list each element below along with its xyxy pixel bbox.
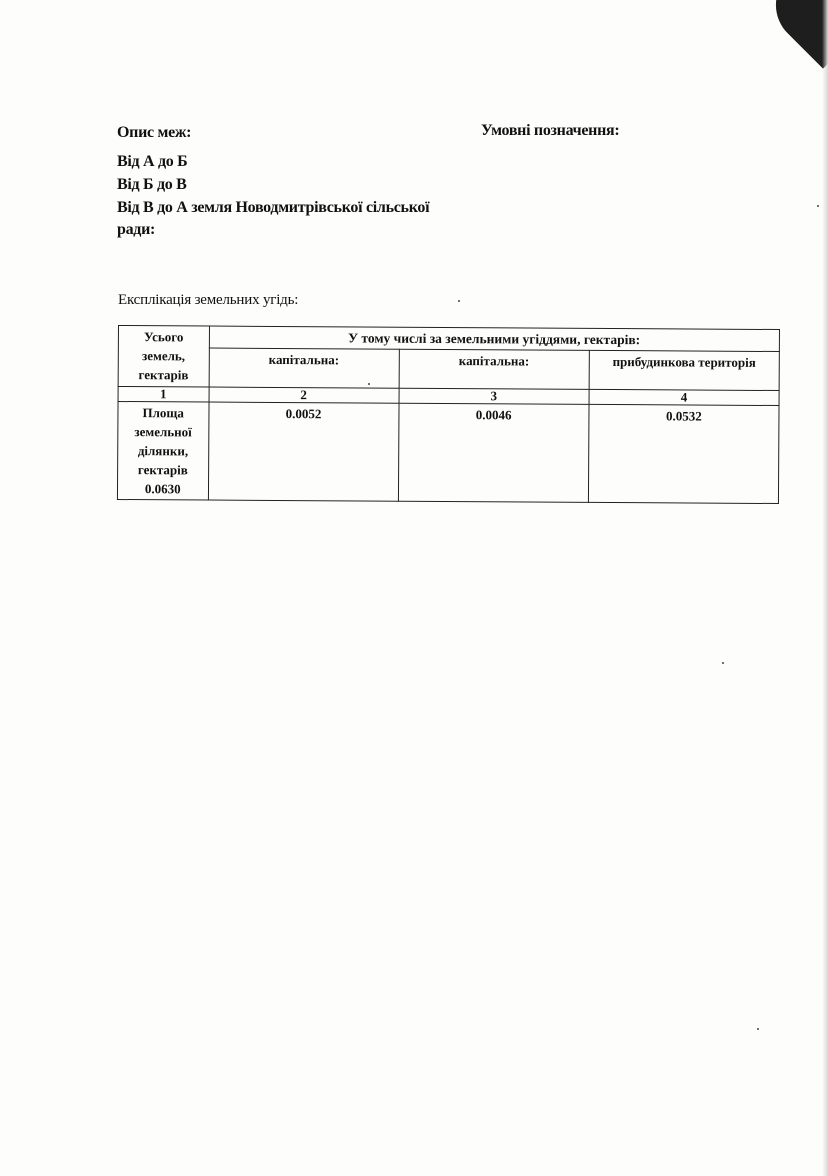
column-header-capital-1: капітальна:: [209, 348, 399, 388]
column-number: 1: [118, 387, 209, 403]
table-cell-value: 0.0052: [208, 402, 399, 501]
table-cell-value: 0.0046: [398, 403, 589, 502]
plot-area-label: Площа земельної ділянки, гектарів 0.0630: [117, 402, 208, 501]
column-header-capital-2: капітальна:: [399, 349, 589, 389]
column-number: 4: [589, 389, 779, 405]
boundary-line-v-a: Від В до А земля Новодмитрівської сільської: [117, 199, 430, 216]
scan-speck: [368, 383, 370, 385]
legend-title: Умовні позначення:: [481, 122, 620, 139]
scan-speck: [757, 1028, 759, 1030]
scan-speck: [458, 300, 460, 302]
table-cell-value: 0.0532: [588, 404, 779, 503]
total-land-header: Усього земель, гектарів: [118, 326, 209, 388]
scan-corner-shadow: [759, 0, 828, 69]
explication-title: Експлікація земельних угідь:: [118, 292, 299, 308]
table-row: [117, 402, 779, 504]
boundary-line-b-v: Від Б до В: [117, 176, 187, 193]
boundary-line-a-b: Від А до Б: [117, 153, 188, 170]
column-header-household-territory: прибудинкова територія: [589, 350, 779, 390]
scan-speck: [817, 205, 819, 207]
table-subheader-row: [118, 348, 779, 391]
column-number: 2: [209, 387, 399, 403]
boundaries-title: Опис меж:: [117, 124, 192, 141]
boundary-line-v-a-continued: ради:: [117, 221, 156, 238]
column-number: 3: [399, 388, 589, 404]
explication-table: [117, 325, 780, 504]
land-types-group-header: У тому числі за земельними угіддями, гектарів:: [209, 326, 780, 351]
scan-edge-shadow: [822, 0, 828, 1176]
scan-speck: [722, 662, 724, 664]
